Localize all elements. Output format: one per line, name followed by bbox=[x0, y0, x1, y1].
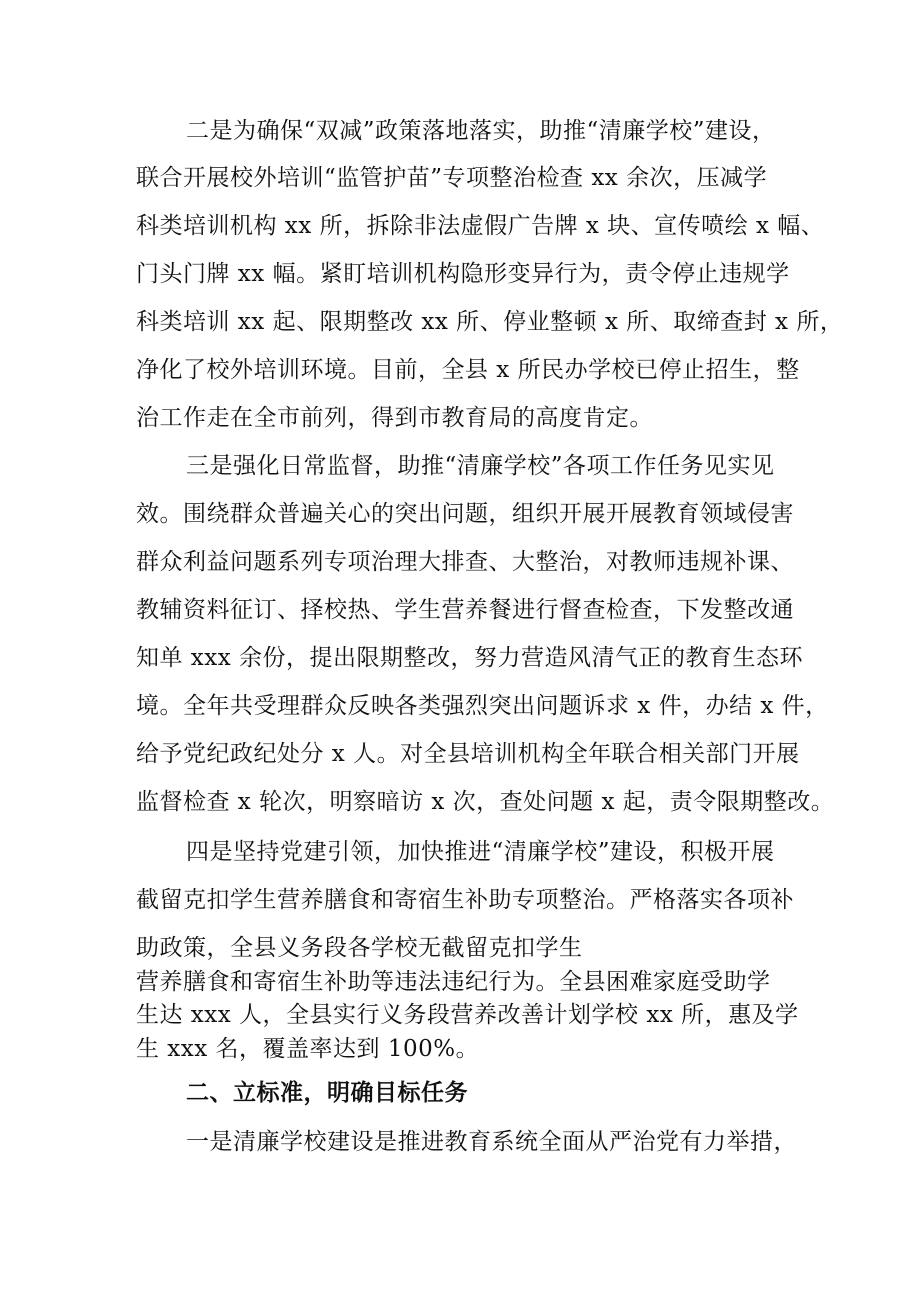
paragraph-3-line-5: 生达 xxx 人，全县实行义务段营养改善计划学校 xx 所，惠及学 bbox=[136, 1002, 799, 1028]
paragraph-3-line-2: 截留克扣学生营养膳食和寄宿生补助专项整治。严格落实各项补 bbox=[136, 887, 794, 913]
paragraph-2-line-1: 三是强化日常监督，助推“清廉学校”各项工作任务见实见 bbox=[186, 453, 775, 479]
paragraph-4-line-1: 一是清廉学校建设是推进教育系统全面从严治党有力举措， bbox=[186, 1129, 797, 1155]
paragraph-1-line-5: 科类培训 xx 起、限期整改 xx 所、停业整顿 x 所、取缔查封 x 所， bbox=[136, 309, 844, 335]
paragraph-1-line-2: 联合开展校外培训“监管护苗”专项整治检查 xx 余次，压减学 bbox=[136, 165, 768, 191]
paragraph-3-line-4: 营养膳食和寄宿生补助等违法违纪行为。全县困难家庭受助学 bbox=[136, 969, 771, 995]
paragraph-3-line-3: 助政策，全县义务段各学校无截留克扣学生 bbox=[136, 935, 583, 961]
paragraph-2-line-8: 监督检查 x 轮次，明察暗访 x 次，查处问题 x 起，责令限期整改。 bbox=[136, 789, 835, 815]
paragraph-1-line-3: 科类培训机构 xx 所，拆除非法虚假广告牌 x 块、宣传喷绘 x 幅、 bbox=[136, 213, 825, 239]
section-heading: 二、立标准，明确目标任务 bbox=[186, 1080, 468, 1106]
paragraph-2-line-3: 群众利益问题系列专项治理大排查、大整治，对教师违规补课、 bbox=[136, 549, 794, 575]
paragraph-3-line-1: 四是坚持党建引领，加快推进“清廉学校”建设，积极开展 bbox=[186, 839, 775, 865]
paragraph-1-line-1: 二是为确保“双减”政策落地落实，助推“清廉学校”建设， bbox=[186, 118, 776, 144]
paragraph-1-line-6: 净化了校外培训环境。目前，全县 x 所民办学校已停止招生，整 bbox=[136, 357, 800, 383]
paragraph-2-line-2: 效。围绕群众普遍关心的突出问题，组织开展开展教育领域侵害 bbox=[136, 501, 794, 527]
paragraph-2-line-7: 给予党纪政纪处分 x 人。对全县培训机构全年联合相关部门开展 bbox=[136, 741, 800, 767]
paragraph-2-line-6: 境。全年共受理群众反映各类强烈突出问题诉求 x 件，办结 x 件， bbox=[136, 693, 829, 719]
paragraph-1-line-7: 治工作走在全市前列，得到市教育局的高度肯定。 bbox=[136, 405, 653, 431]
paragraph-1-line-4: 门头门牌 xx 幅。紧盯培训机构隐形变异行为，责令停止违规学 bbox=[136, 261, 790, 287]
paragraph-2-line-5: 知单 xxx 余份，提出限期整改，努力营造风清气正的教育生态环 bbox=[136, 645, 804, 671]
paragraph-3-line-6: 生 xxx 名，覆盖率达到 100%。 bbox=[136, 1036, 480, 1062]
paragraph-2-line-4: 教辅资料征订、择校热、学生营养餐进行督查检查，下发整改通 bbox=[136, 597, 794, 623]
